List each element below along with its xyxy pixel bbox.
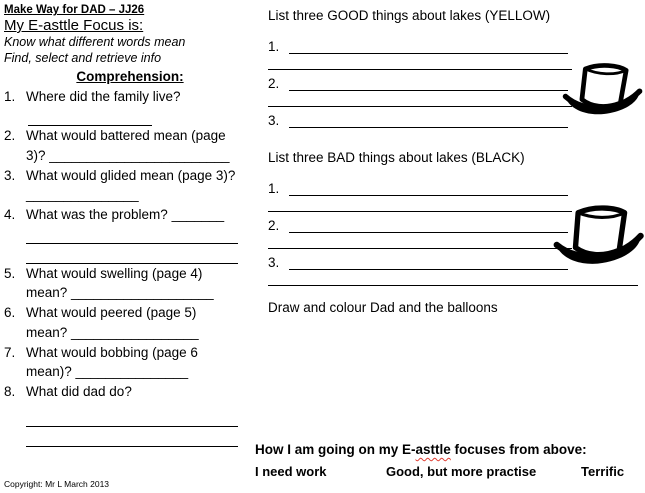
item-number: 3. — [268, 255, 280, 270]
worksheet-title: Make Way for DAD – JJ26 — [4, 4, 145, 16]
answer-line — [28, 107, 152, 127]
item-number: 2. — [268, 218, 280, 233]
rating-prompt-part-1: How I am going on my E- — [255, 442, 416, 457]
question-text: What would glided mean (page 3)?_______________ — [26, 167, 236, 203]
focus-note-2: Find, select and retrieve info — [4, 51, 162, 65]
copyright-text: Copyright: Mr L March 2013 — [4, 479, 110, 489]
question-number: 3. — [4, 167, 16, 183]
question-number: 6. — [4, 305, 16, 321]
question-3 — [4, 166, 256, 205]
question-7 — [4, 343, 256, 382]
answer-line — [26, 408, 238, 428]
question-text: What would peered (page 5) mean? _________________ — [26, 305, 199, 340]
question-text: What was the problem? _______ — [26, 207, 225, 223]
question-1 — [4, 87, 256, 107]
left-column — [4, 4, 256, 447]
good-item-1 — [268, 33, 640, 54]
question-6 — [4, 303, 256, 342]
comprehension-heading: Comprehension: — [76, 69, 184, 84]
question-text: Where did the family live? — [26, 89, 181, 104]
question-8 — [4, 382, 256, 402]
answer-line — [26, 225, 238, 245]
rating-prompt-misspelled-word: asttle — [415, 442, 451, 457]
item-number: 3. — [268, 113, 280, 128]
answer-line — [26, 427, 238, 447]
answer-line — [268, 196, 572, 212]
rating-option-terrific: Terrific — [581, 464, 625, 479]
question-2 — [4, 126, 256, 165]
answer-line — [268, 233, 572, 249]
question-text: What would battered mean (page 3)? ________________________ — [26, 128, 230, 163]
top-hat-icon — [555, 58, 645, 140]
top-hat-icon — [546, 202, 645, 291]
answer-line — [289, 90, 568, 91]
question-number: 5. — [4, 265, 16, 281]
rating-prompt — [255, 442, 587, 457]
answer-line — [26, 244, 238, 264]
item-number: 1. — [268, 181, 280, 196]
question-5 — [4, 264, 256, 303]
answer-line — [289, 53, 568, 54]
answer-line — [289, 195, 568, 196]
good-things-title: List three GOOD things about lakes (YELLOW) — [268, 8, 551, 23]
rating-prompt-part-2: focuses from above: — [450, 442, 587, 457]
question-4 — [4, 205, 256, 225]
item-number: 2. — [268, 76, 280, 91]
bad-item-1 — [268, 175, 640, 196]
question-number: 4. — [4, 207, 16, 223]
question-number: 8. — [4, 383, 16, 399]
bad-things-title: List three BAD things about lakes (BLACK) — [268, 150, 525, 165]
answer-line — [268, 54, 572, 70]
draw-prompt: Draw and colour Dad and the balloons — [268, 300, 498, 315]
focus-note-1: Know what different words mean — [4, 35, 186, 49]
question-text: What did dad do? — [26, 383, 132, 399]
answer-line — [289, 232, 568, 233]
focus-heading: My E-asttle Focus is: — [4, 17, 144, 34]
answer-line — [289, 269, 568, 270]
question-number: 1. — [4, 89, 16, 104]
rating-option-need-work: I need work — [255, 464, 327, 479]
item-number: 1. — [268, 39, 280, 54]
question-number: 2. — [4, 128, 16, 144]
answer-line — [289, 127, 568, 128]
question-number: 7. — [4, 344, 16, 360]
answer-line — [268, 91, 572, 107]
question-text: What would bobbing (page 6 mean)? _______________ — [26, 344, 198, 380]
rating-option-good: Good, but more practise — [386, 464, 537, 479]
question-text: What would swelling (page 4) mean? ___________________ — [26, 265, 214, 301]
